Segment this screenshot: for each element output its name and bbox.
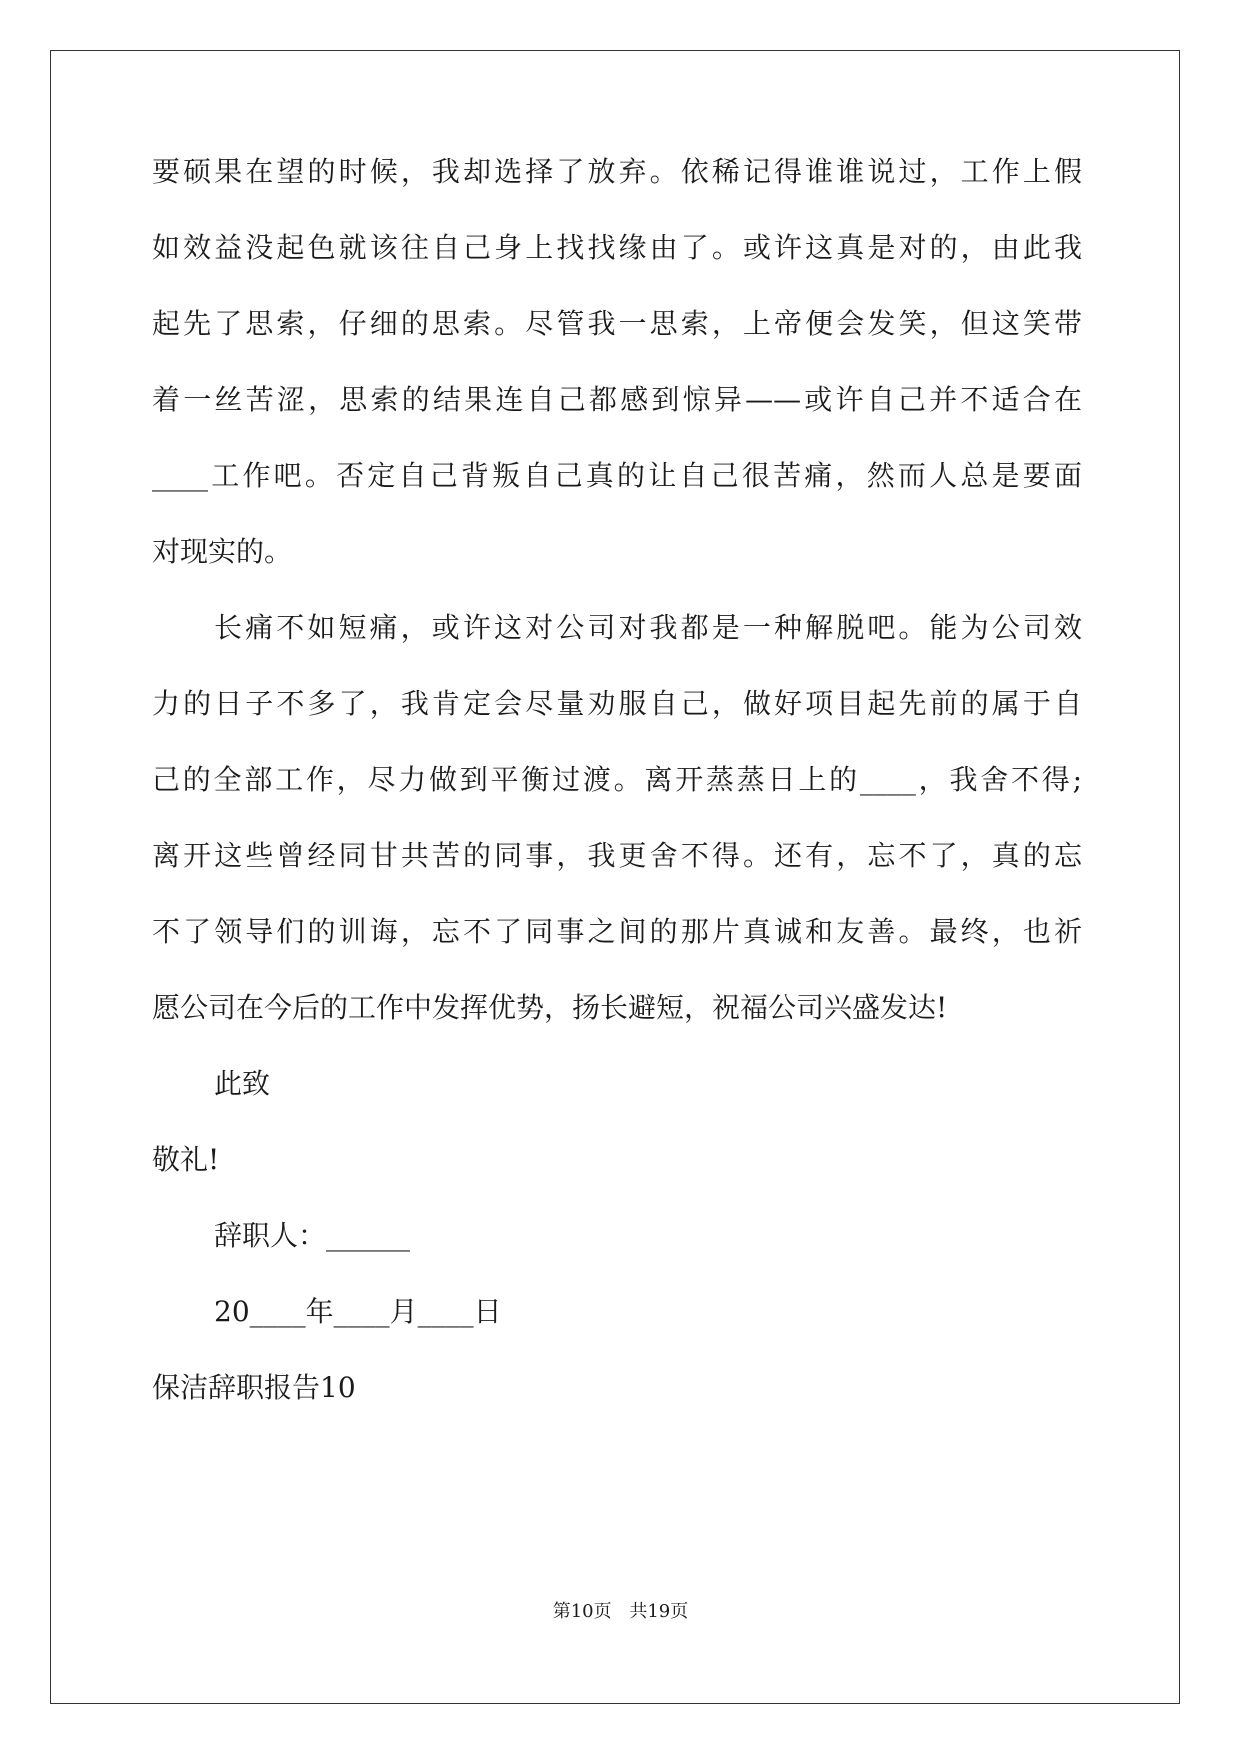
page-total: 共19页 <box>629 1601 689 1622</box>
paragraph-line: 如效益没起色就该往自己身上找找缘由了。或许这真是对的，由此我 <box>152 231 1082 264</box>
paragraph-line: 不了领导们的训诲，忘不了同事之间的那片真诚和友善。最终，也祈 <box>152 915 1082 948</box>
page-border <box>50 50 1180 1704</box>
page-number: 第10页 <box>552 1601 612 1622</box>
section-heading: 保洁辞职报告10 <box>152 1371 356 1404</box>
salutation: 此致 <box>214 1067 271 1100</box>
paragraph-line: 愿公司在今后的工作中发挥优势，扬长避短，祝福公司兴盛发达! <box>152 991 948 1024</box>
signature-line: 辞职人：______ <box>214 1219 411 1252</box>
paragraph-line: 起先了思索，仔细的思索。尽管我一思索，上帝便会发笑，但这笑带 <box>152 307 1082 340</box>
paragraph-line: ____工作吧。否定自己背叛自己真的让自己很苦痛，然而人总是要面 <box>152 459 1082 492</box>
paragraph-line: 离开这些曾经同甘共苦的同事，我更舍不得。还有，忘不了，真的忘 <box>152 839 1082 872</box>
closing: 敬礼! <box>152 1143 220 1176</box>
paragraph-line: 对现实的。 <box>152 535 293 568</box>
page-footer <box>0 1600 1241 1624</box>
paragraph-line: 己的全部工作，尽力做到平衡过渡。离开蒸蒸日上的____，我舍不得; <box>152 763 1082 796</box>
paragraph-line: 长痛不如短痛，或许这对公司对我都是一种解脱吧。能为公司效 <box>214 611 1082 644</box>
paragraph-line: 力的日子不多了，我肯定会尽量劝服自己，做好项目起先前的属于自 <box>152 687 1082 720</box>
paragraph-line: 要硕果在望的时候，我却选择了放弃。依稀记得谁谁说过，工作上假 <box>152 155 1082 188</box>
paragraph-line: 着一丝苦涩，思索的结果连自己都感到惊异——或许自己并不适合在 <box>152 383 1082 416</box>
date-line: 20____年____月____日 <box>214 1295 502 1328</box>
